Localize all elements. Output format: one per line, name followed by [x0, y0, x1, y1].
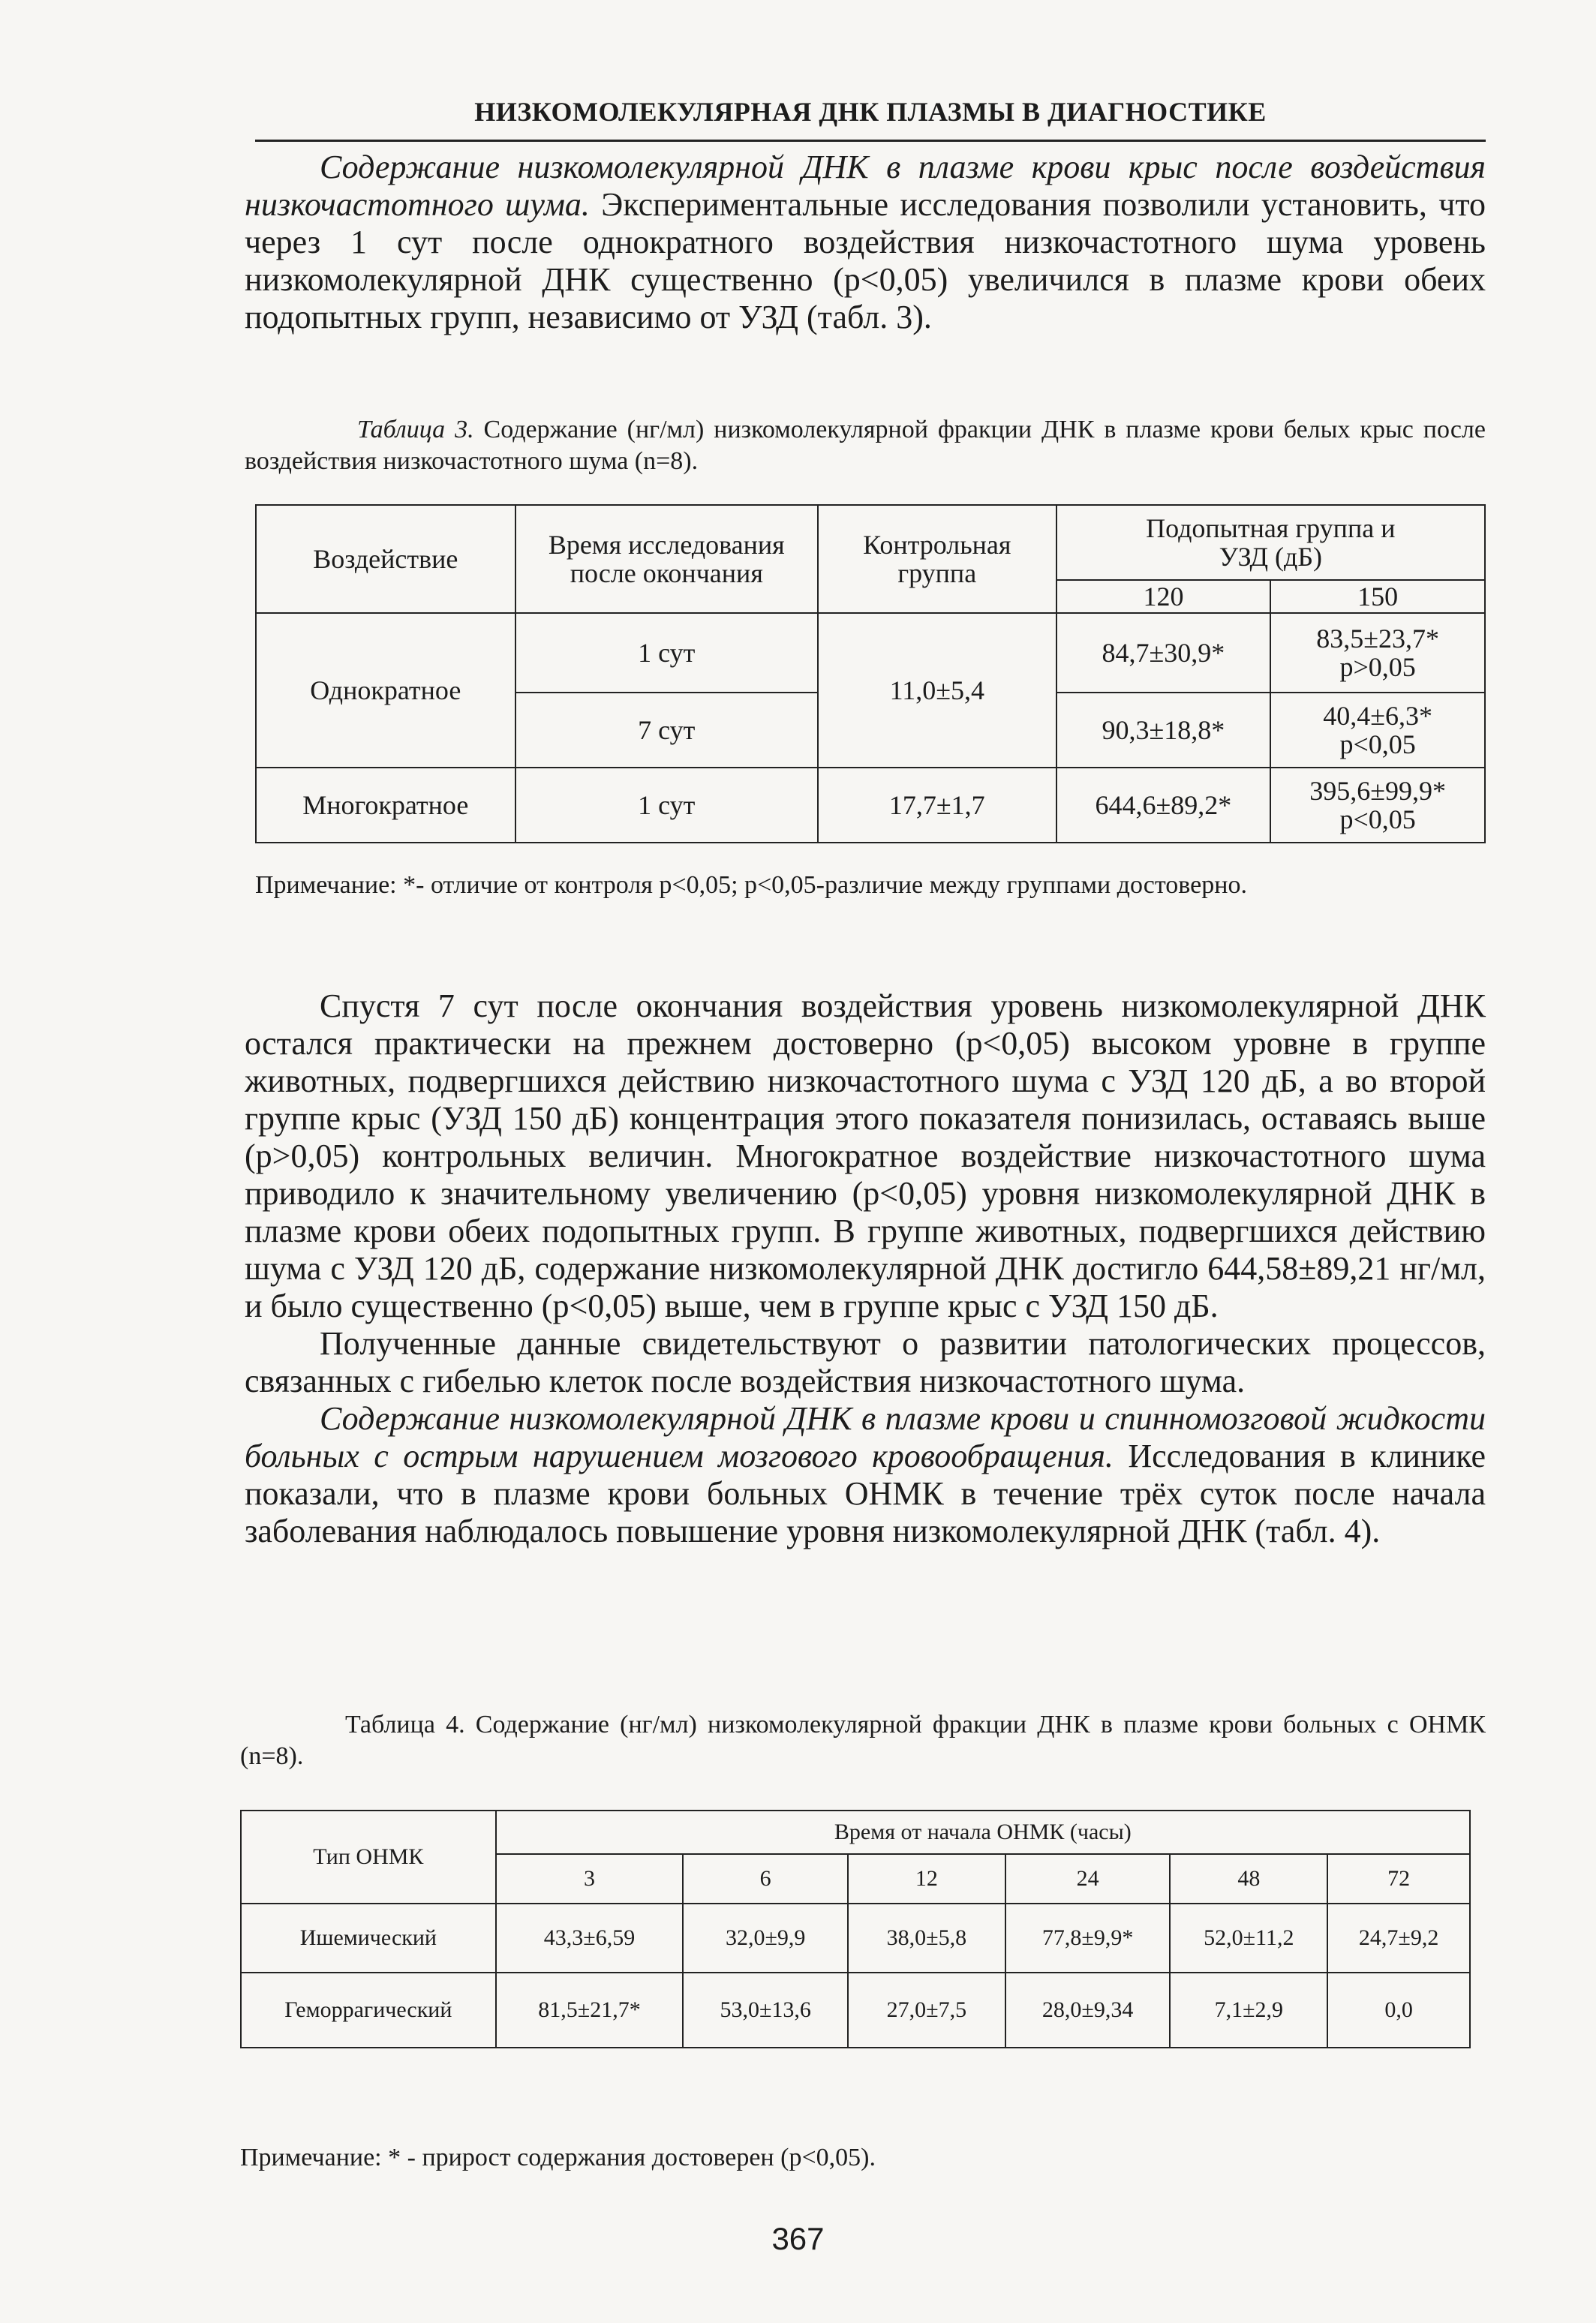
running-header: НИЗКОМОЛЕКУЛЯРНАЯ ДНК ПЛАЗМЫ В ДИАГНОСТИКЕ	[474, 97, 1267, 127]
table-3-header-time: Время исследования после окончания	[515, 505, 818, 613]
table-4-cell: 7,1±2,9	[1170, 1973, 1327, 2048]
table-4-row-type: Геморрагический	[241, 1973, 496, 2048]
table-4-header-time: Время от начала ОНМК (часы)	[496, 1811, 1470, 1854]
table-4-cell: 52,0±11,2	[1170, 1904, 1327, 1973]
table-4-header-hour: 24	[1005, 1854, 1171, 1904]
table-3-caption-label: Таблица 3.	[357, 416, 474, 443]
table-4-cell: 0,0	[1327, 1973, 1470, 2048]
table-4-cell: 27,0±7,5	[848, 1973, 1005, 2048]
table-3-cell-exposure: Однократное	[256, 613, 515, 768]
table-3-cell-120: 90,3±18,8*	[1056, 693, 1271, 768]
table-3-p-value: р<0,05	[1339, 729, 1416, 759]
paragraph-4-text: Исследования в клинике показали, что в плазме крови больных ОНМК в течение трёх суток после начала заболевания наблюдалось повышение уровня низкомолекулярной ДНК (табл. 4).	[245, 1438, 1486, 1549]
table-4-cell: 32,0±9,9	[683, 1904, 848, 1973]
paragraph-1-lead: Содержание низкомолекулярной ДНК в плазме крови крыс после воздействия низкочастотного шума.	[245, 149, 1486, 223]
table-3-cell-120: 84,7±30,9*	[1056, 613, 1271, 693]
table-3-value-150: 40,4±6,3*	[1323, 701, 1433, 731]
table-4-header-hour: 48	[1170, 1854, 1327, 1904]
table-3-value-150: 83,5±23,7*	[1316, 624, 1440, 654]
table-3	[255, 504, 1486, 843]
table-3-cell-150	[1270, 693, 1485, 768]
table-4-cell: 28,0±9,34	[1005, 1973, 1171, 2048]
table-3-cell-150	[1270, 768, 1485, 843]
table-3-header-150: 150	[1270, 580, 1485, 613]
table-3-cell-time: 1 сут	[515, 613, 818, 693]
table-3-header-exposure: Воздействие	[256, 505, 515, 613]
table-3-cell-control: 17,7±1,7	[818, 768, 1056, 843]
table-3-p-value: р>0,05	[1339, 652, 1416, 682]
table-4-note: Примечание: * - прирост содержания достоверен (р<0,05).	[240, 2144, 876, 2171]
table-3-value-150: 395,6±99,9*	[1309, 776, 1447, 806]
paragraph-1-text: Экспериментальные исследования позволили установить, что через 1 сут после однократного воздействия низкочастотного шума уровень низкомолекулярной ДНК существенно (р<0,05) увеличился в плазме крови обеих подопытных групп, независимо от УЗД (табл. 3).	[245, 186, 1486, 335]
table-3-cell-150	[1270, 613, 1485, 693]
table-4-cell: 43,3±6,59	[496, 1904, 684, 1973]
paragraph-3: Полученные данные свидетельствуют о развитии патологических процессов, связанных с гибелью клеток после воздействия низкочастотного шума.	[245, 1325, 1486, 1399]
table-3-cell-120: 644,6±89,2*	[1056, 768, 1271, 843]
table-3-p-value: р<0,05	[1339, 804, 1416, 834]
table-4-header-hour: 6	[683, 1854, 848, 1904]
table-4-cell: 24,7±9,2	[1327, 1904, 1470, 1973]
table-3-cell-control: 11,0±5,4	[818, 613, 1056, 768]
table-4-header-type: Тип ОНМК	[241, 1811, 496, 1904]
body-text	[245, 987, 1486, 1550]
table-3-caption	[245, 414, 1486, 477]
table-4-row-type: Ишемический	[241, 1904, 496, 1973]
table-3-note: Примечание: *- отличие от контроля р<0,05; р<0,05-различие между группами достоверно.	[255, 871, 1247, 899]
table-4-header-hour: 12	[848, 1854, 1005, 1904]
table-3-header-control: Контрольная группа	[818, 505, 1056, 613]
page-number: 367	[771, 2221, 825, 2256]
table-4-header-hour: 3	[496, 1854, 684, 1904]
table-3-cell-exposure: Многократное	[256, 768, 515, 843]
table-4	[240, 1810, 1471, 2048]
table-4-cell: 53,0±13,6	[683, 1973, 848, 2048]
table-3-caption-text: Содержание (нг/мл) низкомолекулярной фракции ДНК в плазме крови белых крыс после воздействия низкочастотного шума (n=8).	[245, 416, 1486, 475]
table-3-header-experimental: Подопытная группа и УЗД (дБ)	[1056, 505, 1485, 580]
table-4-cell: 38,0±5,8	[848, 1904, 1005, 1973]
table-3-cell-time: 1 сут	[515, 768, 818, 843]
paragraph-1	[245, 149, 1486, 336]
paragraph-4-lead: Содержание низкомолекулярной ДНК в плазме крови и спинномозговой жидкости больных с острым нарушением мозгового кровообращения.	[245, 1400, 1486, 1474]
paragraph-2: Спустя 7 сут после окончания воздействия уровень низкомолекулярной ДНК остался практически на прежнем достоверно (р<0,05) высоком уровне в группе животных, подвергшихся действию низкочастотного шума с УЗД 120 дБ, а во второй группе крыс (УЗД 150 дБ) концентрация этого показателя понизилась, оставаясь выше (р>0,05) контрольных величин. Многократное воздействие низкочастотного шума приводило к значительному увеличению (р<0,05) уровня низкомолекулярной ДНК в плазме крови обеих подопытных групп. В группе животных, подвергшихся действию шума с УЗД 120 дБ, содержание низкомолекулярной ДНК достигло 644,58±89,21 нг/мл, и было существенно (р<0,05) выше, чем в группе крыс с УЗД 150 дБ.	[245, 987, 1486, 1324]
table-3-header-120: 120	[1056, 580, 1271, 613]
table-4-header-hour: 72	[1327, 1854, 1470, 1904]
table-4-caption: Таблица 4. Содержание (нг/мл) низкомолекулярной фракции ДНК в плазме крови больных с ОНМК (n=8).	[240, 1711, 1486, 1770]
table-3-cell-time: 7 сут	[515, 693, 818, 768]
table-4-cell: 81,5±21,7*	[496, 1973, 684, 2048]
table-4-cell: 77,8±9,9*	[1005, 1904, 1171, 1973]
header-rule	[255, 140, 1486, 142]
